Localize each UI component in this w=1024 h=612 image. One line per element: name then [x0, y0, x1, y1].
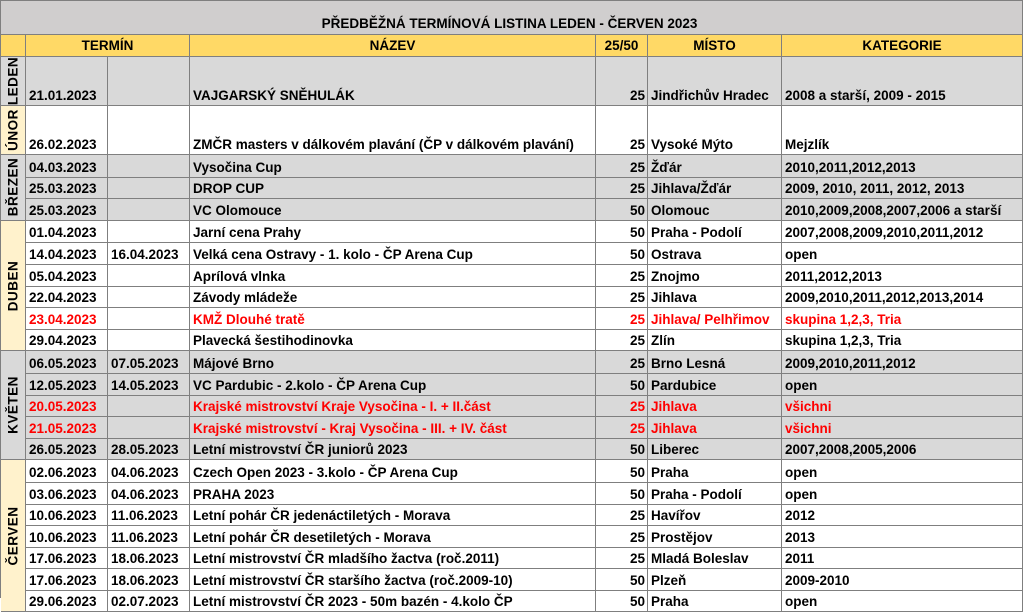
date-from-cell: 26.05.2023	[26, 439, 108, 460]
pool-length-cell: 25	[596, 396, 648, 417]
date-to-cell: 16.04.2023	[108, 243, 190, 264]
category-cell: open	[782, 591, 1023, 612]
sheet-title: PŘEDBĚŽNÁ TERMÍNOVÁ LISTINA LEDEN - ČERVEN 2023	[321, 16, 698, 31]
month-label: ÚNOR	[5, 109, 21, 151]
event-name-cell: Závody mládeže	[190, 287, 596, 308]
category-cell: všichni	[782, 396, 1023, 417]
table-row	[26, 438, 1023, 460]
place-cell: Jihlava	[648, 417, 782, 438]
pool-length-cell: 50	[596, 591, 648, 612]
date-to-cell	[108, 155, 190, 177]
place-cell: Brno Lesná	[648, 351, 782, 373]
place-cell: Praha	[648, 460, 782, 482]
event-name-cell: DROP CUP	[190, 178, 596, 199]
month-group	[1, 460, 1023, 612]
date-to-cell: 18.06.2023	[108, 569, 190, 590]
date-to-cell	[108, 106, 190, 154]
date-to-cell	[108, 221, 190, 243]
date-to-cell	[108, 287, 190, 308]
category-cell: 2007,2008,2005,2006	[782, 439, 1023, 460]
category-cell: 2009-2010	[782, 569, 1023, 590]
month-label: ČERVEN	[5, 506, 21, 566]
event-name-cell: Czech Open 2023 - 3.kolo - ČP Arena Cup	[190, 460, 596, 482]
category-cell: 2009, 2010, 2011, 2012, 2013	[782, 178, 1023, 199]
place-cell: Praha - Podolí	[648, 221, 782, 243]
place-cell: Liberec	[648, 439, 782, 460]
month-group	[1, 155, 1023, 221]
date-to-cell: 11.06.2023	[108, 526, 190, 547]
event-name-cell: Letní mistrovství ČR 2023 - 50m bazén - 4.kolo ČP	[190, 591, 596, 612]
date-from-cell: 06.05.2023	[26, 351, 108, 373]
date-from-cell: 17.06.2023	[26, 569, 108, 590]
event-name-cell: Krajské mistrovství Kraje Vysočina - I. + II.část	[190, 396, 596, 417]
category-cell: skupina 1,2,3, Tria	[782, 308, 1023, 329]
date-to-cell: 02.07.2023	[108, 591, 190, 612]
header-category: KATEGORIE	[782, 35, 1023, 56]
date-from-cell: 20.05.2023	[26, 396, 108, 417]
date-from-cell: 17.06.2023	[26, 548, 108, 569]
date-to-cell	[108, 396, 190, 417]
month-label-cell	[1, 221, 26, 351]
event-name-cell: KMŽ Dlouhé tratě	[190, 308, 596, 329]
place-cell: Jindřichův Hradec	[648, 57, 782, 105]
place-cell: Plzeň	[648, 569, 782, 590]
pool-length-cell: 50	[596, 243, 648, 264]
place-cell: Jihlava/Žďár	[648, 178, 782, 199]
date-from-cell: 03.06.2023	[26, 483, 108, 504]
date-to-cell: 04.06.2023	[108, 483, 190, 504]
date-from-cell: 29.06.2023	[26, 591, 108, 612]
date-to-cell: 04.06.2023	[108, 460, 190, 482]
month-group	[1, 351, 1023, 460]
table-row	[26, 106, 1023, 154]
table-row	[26, 155, 1023, 177]
date-from-cell: 29.04.2023	[26, 330, 108, 351]
table-row	[26, 395, 1023, 417]
place-cell: Prostějov	[648, 526, 782, 547]
place-cell: Praha	[648, 591, 782, 612]
category-cell: open	[782, 460, 1023, 482]
table-body	[1, 57, 1023, 612]
date-from-cell: 12.05.2023	[26, 374, 108, 395]
date-from-cell: 25.03.2023	[26, 178, 108, 199]
table-row	[26, 373, 1023, 395]
date-to-cell	[108, 330, 190, 351]
category-cell: 2007,2008,2009,2010,2011,2012	[782, 221, 1023, 243]
event-name-cell: VC Pardubic - 2.kolo - ČP Arena Cup	[190, 374, 596, 395]
month-label-cell	[1, 351, 26, 459]
event-name-cell: ZMČR masters v dálkovém plavání (ČP v dálkovém plavání)	[190, 106, 596, 154]
event-name-cell: Plavecká šestihodinovka	[190, 330, 596, 351]
date-from-cell: 10.06.2023	[26, 526, 108, 547]
month-label-cell	[1, 57, 26, 105]
place-cell: Praha - Podolí	[648, 483, 782, 504]
place-cell: Žďár	[648, 155, 782, 177]
month-label: KVĚTEN	[5, 376, 21, 435]
pool-length-cell: 50	[596, 199, 648, 220]
table-row	[26, 351, 1023, 373]
date-from-cell: 02.06.2023	[26, 460, 108, 482]
event-name-cell: VC Olomouce	[190, 199, 596, 220]
table-row	[26, 177, 1023, 199]
date-to-cell: 11.06.2023	[108, 505, 190, 526]
event-name-cell: Jarní cena Prahy	[190, 221, 596, 243]
event-name-cell: Aprílová vlnka	[190, 265, 596, 286]
event-name-cell: Velká cena Ostravy - 1. kolo - ČP Arena Cup	[190, 243, 596, 264]
month-label-cell	[1, 106, 26, 154]
category-cell: 2012	[782, 505, 1023, 526]
header-pool: 25/50	[596, 35, 648, 56]
category-cell: 2009,2010,2011,2012,2013,2014	[782, 287, 1023, 308]
pool-length-cell: 50	[596, 460, 648, 482]
pool-length-cell: 25	[596, 417, 648, 438]
month-label-cell	[1, 460, 26, 611]
event-name-cell: Májové Brno	[190, 351, 596, 373]
pool-length-cell: 25	[596, 287, 648, 308]
place-cell: Pardubice	[648, 374, 782, 395]
place-cell: Jihlava/ Pelhřimov	[648, 308, 782, 329]
date-from-cell: 21.01.2023	[26, 57, 108, 105]
event-name-cell: Letní mistrovství ČR staršího žactva (roč.2009-10)	[190, 569, 596, 590]
date-to-cell: 14.05.2023	[108, 374, 190, 395]
pool-length-cell: 25	[596, 178, 648, 199]
event-name-cell: Letní mistrovství ČR juniorů 2023	[190, 439, 596, 460]
table-row	[26, 242, 1023, 264]
month-group	[1, 221, 1023, 352]
table-row	[26, 307, 1023, 329]
table-row	[26, 504, 1023, 526]
category-cell: skupina 1,2,3, Tria	[782, 330, 1023, 351]
table-row	[26, 525, 1023, 547]
sheet-title-row	[1, 1, 1023, 35]
date-to-cell: 18.06.2023	[108, 548, 190, 569]
pool-length-cell: 25	[596, 351, 648, 373]
table-row	[26, 460, 1023, 482]
date-from-cell: 21.05.2023	[26, 417, 108, 438]
date-from-cell: 10.06.2023	[26, 505, 108, 526]
date-to-cell	[108, 417, 190, 438]
table-row	[26, 286, 1023, 308]
table-row	[26, 482, 1023, 504]
date-to-cell	[108, 308, 190, 329]
category-cell: open	[782, 374, 1023, 395]
pool-length-cell: 25	[596, 526, 648, 547]
date-to-cell	[108, 199, 190, 220]
place-cell: Zlín	[648, 330, 782, 351]
place-cell: Jihlava	[648, 396, 782, 417]
category-cell: 2010,2009,2008,2007,2006 a starší	[782, 199, 1023, 220]
pool-length-cell: 25	[596, 548, 648, 569]
category-cell: 2011	[782, 548, 1023, 569]
date-from-cell: 22.04.2023	[26, 287, 108, 308]
event-name-cell: VAJGARSKÝ SNĚHULÁK	[190, 57, 596, 105]
event-name-cell: Letní pohár ČR desetiletých - Morava	[190, 526, 596, 547]
pool-length-cell: 50	[596, 221, 648, 243]
category-cell: 2008 a starší, 2009 - 2015	[782, 57, 1023, 105]
month-group	[1, 106, 1023, 155]
place-cell: Havířov	[648, 505, 782, 526]
pool-length-cell: 50	[596, 569, 648, 590]
month-label: LEDEN	[5, 56, 21, 106]
pool-length-cell: 25	[596, 57, 648, 105]
place-cell: Ostrava	[648, 243, 782, 264]
pool-length-cell: 25	[596, 265, 648, 286]
date-from-cell: 05.04.2023	[26, 265, 108, 286]
header-month	[1, 35, 26, 56]
date-from-cell: 23.04.2023	[26, 308, 108, 329]
header-name: NÁZEV	[190, 35, 596, 56]
category-cell: 2009,2010,2011,2012	[782, 351, 1023, 373]
table-row	[26, 221, 1023, 243]
table-row	[26, 590, 1023, 612]
date-to-cell: 07.05.2023	[108, 351, 190, 373]
event-name-cell: Krajské mistrovství - Kraj Vysočina - III. + IV. část	[190, 417, 596, 438]
date-from-cell: 14.04.2023	[26, 243, 108, 264]
header-term: TERMÍN	[26, 35, 190, 56]
date-to-cell	[108, 178, 190, 199]
date-from-cell: 26.02.2023	[26, 106, 108, 154]
month-group	[1, 57, 1023, 106]
pool-length-cell: 50	[596, 374, 648, 395]
header-row	[1, 35, 1023, 57]
category-cell: open	[782, 243, 1023, 264]
pool-length-cell: 25	[596, 505, 648, 526]
table-row	[26, 57, 1023, 105]
header-place: MÍSTO	[648, 35, 782, 56]
date-from-cell: 25.03.2023	[26, 199, 108, 220]
date-from-cell: 01.04.2023	[26, 221, 108, 243]
place-cell: Jihlava	[648, 287, 782, 308]
category-cell: open	[782, 483, 1023, 504]
date-from-cell: 04.03.2023	[26, 155, 108, 177]
category-cell: Mejzlík	[782, 106, 1023, 154]
date-to-cell	[108, 265, 190, 286]
pool-length-cell: 50	[596, 439, 648, 460]
event-name-cell: Letní mistrovství ČR mladšího žactva (roč.2011)	[190, 548, 596, 569]
table-row	[26, 264, 1023, 286]
table-row	[26, 329, 1023, 351]
month-label: DUBEN	[5, 260, 21, 311]
category-cell: 2011,2012,2013	[782, 265, 1023, 286]
place-cell: Znojmo	[648, 265, 782, 286]
category-cell: 2010,2011,2012,2013	[782, 155, 1023, 177]
pool-length-cell: 25	[596, 330, 648, 351]
place-cell: Mladá Boleslav	[648, 548, 782, 569]
date-to-cell	[108, 57, 190, 105]
place-cell: Olomouc	[648, 199, 782, 220]
pool-length-cell: 25	[596, 308, 648, 329]
table-row	[26, 547, 1023, 569]
category-cell: 2013	[782, 526, 1023, 547]
month-label: BŘEZEN	[5, 158, 21, 217]
table-row	[26, 198, 1023, 220]
month-label-cell	[1, 155, 26, 220]
date-to-cell: 28.05.2023	[108, 439, 190, 460]
category-cell: všichni	[782, 417, 1023, 438]
table-row	[26, 416, 1023, 438]
pool-length-cell: 25	[596, 106, 648, 154]
place-cell: Vysoké Mýto	[648, 106, 782, 154]
table-row	[26, 568, 1023, 590]
pool-length-cell: 25	[596, 155, 648, 177]
event-name-cell: Letní pohár ČR jedenáctiletých - Morava	[190, 505, 596, 526]
event-name-cell: PRAHA 2023	[190, 483, 596, 504]
event-name-cell: Vysočina Cup	[190, 155, 596, 177]
pool-length-cell: 50	[596, 483, 648, 504]
